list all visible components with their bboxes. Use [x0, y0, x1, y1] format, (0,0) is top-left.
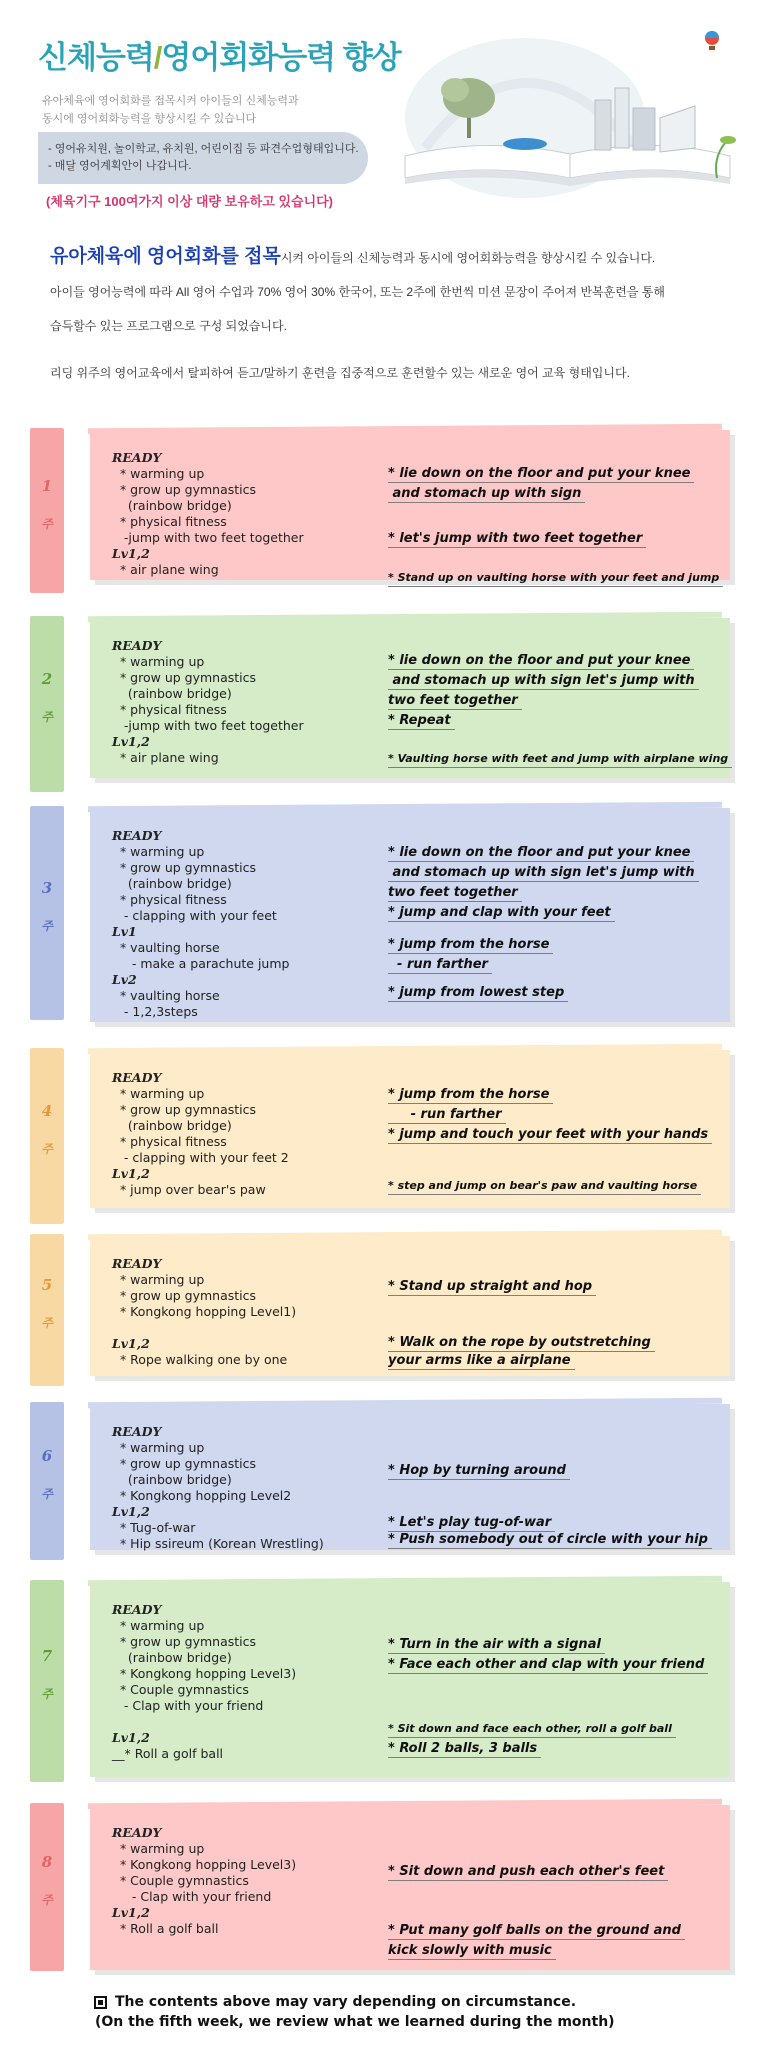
- week-label: 주: [41, 1687, 53, 1701]
- week-5-section: [0, 1236, 760, 1386]
- lead-line-3: 습득할수 있는 프로그램으로 구성 되었습니다.: [50, 319, 287, 333]
- level-heading: Lv1,2: [112, 734, 150, 749]
- level-heading: READY: [112, 1602, 162, 1617]
- activity-item: * grow up gymnastics: [112, 860, 257, 875]
- week-number: 1: [41, 476, 53, 495]
- week-card: [90, 808, 730, 1022]
- week-number: 6: [41, 1447, 53, 1465]
- week-tab: [30, 1048, 64, 1224]
- activity-item: * physical fitness: [112, 892, 227, 907]
- week-label: 주: [41, 919, 53, 933]
- week-tab: [30, 1234, 64, 1386]
- week-number: 8: [41, 1853, 53, 1871]
- english-sentence: * Walk on the rope by outstretching: [388, 1334, 655, 1352]
- lead-note: 리딩 위주의 영어교육에서 탈피하여 듣고/말하기 훈련을 집중적으로 훈련할수 있는 새로운 영어 교육 형태입니다.: [50, 366, 630, 380]
- week-card: [90, 430, 730, 584]
- level-heading: READY: [112, 828, 162, 843]
- english-sentence: * Face each other and clap with your friend: [388, 1656, 708, 1674]
- week-8-section: [0, 1805, 760, 1980]
- activity-item: * grow up gymnastics: [112, 1288, 257, 1303]
- activity-item: * Hip ssireum (Korean Wrestling): [112, 1536, 324, 1551]
- english-sentence: * Stand up on vaulting horse with your feet and jump: [388, 569, 723, 587]
- week-number: 4: [41, 1102, 53, 1120]
- week-6-section: [0, 1404, 760, 1560]
- activity-item: (rainbow bridge): [112, 1472, 232, 1487]
- english-sentence: * step and jump on bear's paw and vaulting horse: [388, 1177, 701, 1195]
- level-heading: Lv1: [112, 924, 137, 939]
- week-7-section: [0, 1582, 760, 1787]
- english-sentence: * Sit down and push each other's feet: [388, 1863, 668, 1881]
- activity-item: * warming up: [112, 654, 205, 669]
- activity-item: (rainbow bridge): [112, 1118, 232, 1133]
- footer-line-1: The contents above may vary depending on circumstance.: [115, 1994, 577, 2010]
- english-sentence: your arms like a airplane: [388, 1352, 575, 1370]
- activity-item: * jump over bear's paw: [112, 1182, 266, 1197]
- week-number: 7: [41, 1647, 53, 1665]
- activity-item: * Couple gymnastics: [112, 1682, 249, 1697]
- lead-highlight: 유아체육에 영어회화를 접목: [50, 246, 281, 267]
- activity-item: * air plane wing: [112, 562, 219, 577]
- title-part-1: 신체능력: [38, 40, 154, 75]
- plant-leaf: [720, 136, 736, 144]
- week-card: [90, 1582, 730, 1777]
- week-number: 2: [41, 670, 53, 688]
- week-number: 5: [41, 1276, 53, 1294]
- header-illustration: [395, 28, 740, 203]
- week-tab: [30, 806, 64, 1020]
- activity-item: - make a parachute jump: [112, 956, 290, 971]
- english-sentence: * jump and touch your feet with your hands: [388, 1126, 712, 1144]
- english-sentence: * jump from the horse: [388, 1086, 553, 1104]
- level-heading: Lv1,2: [112, 1166, 150, 1181]
- activity-item: * Rope walking one by one: [112, 1352, 288, 1367]
- level-heading: Lv1,2: [112, 1905, 150, 1920]
- english-sentence: * jump from lowest step: [388, 984, 568, 1002]
- activity-item: * warming up: [112, 1841, 205, 1856]
- english-sentence: * Turn in the air with a signal: [388, 1636, 605, 1654]
- activity-item: * warming up: [112, 1618, 205, 1633]
- building-2: [615, 88, 629, 148]
- week-label: 주: [41, 1142, 53, 1156]
- activity-item: * air plane wing: [112, 750, 219, 765]
- activity-item: * Tug-of-war: [112, 1520, 196, 1535]
- english-sentence: * Vaulting horse with feet and jump with airplane wing: [388, 750, 732, 768]
- level-heading: Lv1,2: [112, 1336, 150, 1351]
- intro-text: 유아체육에 영어회화를 접목시켜 아이들의 신체능력과 동시에 영어회화능력을 향상시킬 수 있습니다: [42, 95, 299, 125]
- english-sentence: * Sit down and face each other, roll a golf ball: [388, 1720, 676, 1738]
- week-card: [90, 1404, 730, 1550]
- level-heading: READY: [112, 1825, 162, 1840]
- week-1-section: [0, 430, 760, 590]
- english-sentence: - run farther: [388, 956, 492, 974]
- activity-item: * Kongkong hopping Level2: [112, 1488, 292, 1503]
- equipment-note: (체육기구 100여가지 이상 대량 보유하고 있습니다): [46, 194, 334, 209]
- english-sentence: two feet together: [388, 692, 522, 710]
- info-pill: - 영어유치원, 놀이학교, 유치원, 어린이집 등 파견수업형태입니다. - 매달 영어계획안이 나갑니다.: [38, 132, 368, 184]
- week-tab: [30, 1402, 64, 1560]
- english-sentence: - run farther: [388, 1106, 506, 1124]
- activity-item: * warming up: [112, 1272, 205, 1287]
- activity-item: __* Roll a golf ball: [112, 1746, 224, 1761]
- english-sentence: two feet together: [388, 884, 522, 902]
- week-label: 주: [41, 1316, 53, 1330]
- level-heading: Lv2: [112, 972, 137, 987]
- level-heading: READY: [112, 1256, 162, 1271]
- week-tab: [30, 1803, 64, 1971]
- lead-paragraph: [50, 240, 730, 343]
- activity-item: * grow up gymnastics: [112, 670, 257, 685]
- week-card: [90, 1236, 730, 1376]
- lead-line-2: 아이들 영어능력에 따라 All 영어 수업과 70% 영어 30% 한국어, 또는 2주에 한번씩 미션 문장이 주어져 반복훈련을 통해: [50, 285, 665, 299]
- english-sentence: * jump from the horse: [388, 936, 553, 954]
- week-label: 주: [41, 516, 53, 531]
- title-part-2: 영어회화능력 향상: [161, 40, 401, 75]
- footer-line-2: (On the fifth week, we review what we learned during the month): [95, 2014, 615, 2030]
- english-sentence: * Stand up straight and hop: [388, 1278, 596, 1296]
- building-4: [660, 106, 695, 152]
- english-sentence: * lie down on the floor and put your knee: [388, 652, 694, 670]
- english-sentence: and stomach up with sign let's jump with: [388, 864, 699, 882]
- english-sentence: * Put many golf balls on the ground and: [388, 1922, 685, 1940]
- week-label: 주: [41, 1487, 53, 1501]
- activity-item: * warming up: [112, 1086, 205, 1101]
- building-3: [633, 108, 655, 150]
- activity-item: (rainbow bridge): [112, 1650, 232, 1665]
- activity-item: - 1,2,3steps: [112, 1004, 198, 1019]
- activity-item: * Roll a golf ball: [112, 1921, 219, 1936]
- english-sentence: * Roll 2 balls, 3 balls: [388, 1740, 541, 1758]
- activity-item: * vaulting horse: [112, 940, 220, 955]
- activity-item: (rainbow bridge): [112, 686, 232, 701]
- week-2-section: [0, 618, 760, 788]
- activity-item: * warming up: [112, 1440, 205, 1455]
- level-heading: READY: [112, 638, 162, 653]
- activity-item: (rainbow bridge): [112, 876, 232, 891]
- activity-item: * grow up gymnastics: [112, 482, 257, 497]
- footer-note: [95, 1992, 615, 2032]
- week-label: 주: [41, 710, 53, 724]
- english-sentence: * jump and clap with your feet: [388, 904, 615, 922]
- english-sentence: and stomach up with sign: [388, 485, 585, 503]
- level-heading: Lv1,2: [112, 1504, 150, 1519]
- building-1: [595, 100, 611, 150]
- lead-line-1: [50, 240, 730, 275]
- english-sentence: * Hop by turning around: [388, 1462, 570, 1480]
- english-sentence: and stomach up with sign let's jump with: [388, 672, 699, 690]
- english-sentence: kick slowly with music: [388, 1942, 556, 1960]
- week-4-section: [0, 1050, 760, 1218]
- week-3-section: [0, 808, 760, 1032]
- activity-item: -jump with two feet together: [112, 718, 304, 733]
- activity-item: * Kongkong hopping Level3): [112, 1857, 297, 1872]
- english-sentence: * Repeat: [388, 712, 455, 730]
- english-sentence: * Let's play tug-of-war: [388, 1514, 555, 1532]
- week-number: 3: [41, 879, 53, 897]
- level-heading: READY: [112, 1424, 162, 1439]
- tree-crown-2: [441, 78, 469, 102]
- activity-item: -jump with two feet together: [112, 530, 304, 545]
- week-card: [90, 618, 730, 778]
- activity-item: - Clap with your friend: [112, 1889, 272, 1904]
- week-card: [90, 1050, 730, 1208]
- activity-item: * warming up: [112, 466, 205, 481]
- page-title: [38, 32, 401, 77]
- title-slash: /: [153, 40, 162, 75]
- week-label: 주: [41, 1893, 53, 1907]
- activity-item: * Couple gymnastics: [112, 1873, 249, 1888]
- activity-item: * physical fitness: [112, 1134, 227, 1149]
- pool: [503, 138, 547, 150]
- activity-item: * physical fitness: [112, 514, 227, 529]
- week-tab: [30, 428, 64, 593]
- activity-item: - clapping with your feet 2: [112, 1150, 289, 1165]
- level-heading: Lv1,2: [112, 1730, 150, 1745]
- level-heading: READY: [112, 1070, 162, 1085]
- activity-item: * vaulting horse: [112, 988, 220, 1003]
- week-card: [90, 1805, 730, 1970]
- activity-item: * physical fitness: [112, 702, 227, 717]
- english-sentence: * lie down on the floor and put your knee: [388, 465, 694, 483]
- activity-item: * grow up gymnastics: [112, 1634, 257, 1649]
- activity-item: * grow up gymnastics: [112, 1456, 257, 1471]
- activity-item: * warming up: [112, 844, 205, 859]
- week-tab: [30, 1580, 64, 1782]
- english-sentence: * lie down on the floor and put your knee: [388, 844, 694, 862]
- english-sentence: * Push somebody out of circle with your hip: [388, 1531, 712, 1549]
- activity-item: * grow up gymnastics: [112, 1102, 257, 1117]
- activity-item: * Kongkong hopping Level3): [112, 1666, 297, 1681]
- activity-item: (rainbow bridge): [112, 498, 232, 513]
- activity-item: * Kongkong hopping Level1): [112, 1304, 297, 1319]
- activity-item: - clapping with your feet: [112, 908, 277, 923]
- english-sentence: * let's jump with two feet together: [388, 530, 646, 548]
- level-heading: Lv1,2: [112, 546, 150, 561]
- lead-line-1-rest: 시켜 아이들의 신체능력과 동시에 영어회화능력을 향상시킬 수 있습니다.: [280, 251, 656, 265]
- week-tab: [30, 616, 64, 792]
- level-heading: READY: [112, 450, 162, 465]
- activity-item: - Clap with your friend: [112, 1698, 264, 1713]
